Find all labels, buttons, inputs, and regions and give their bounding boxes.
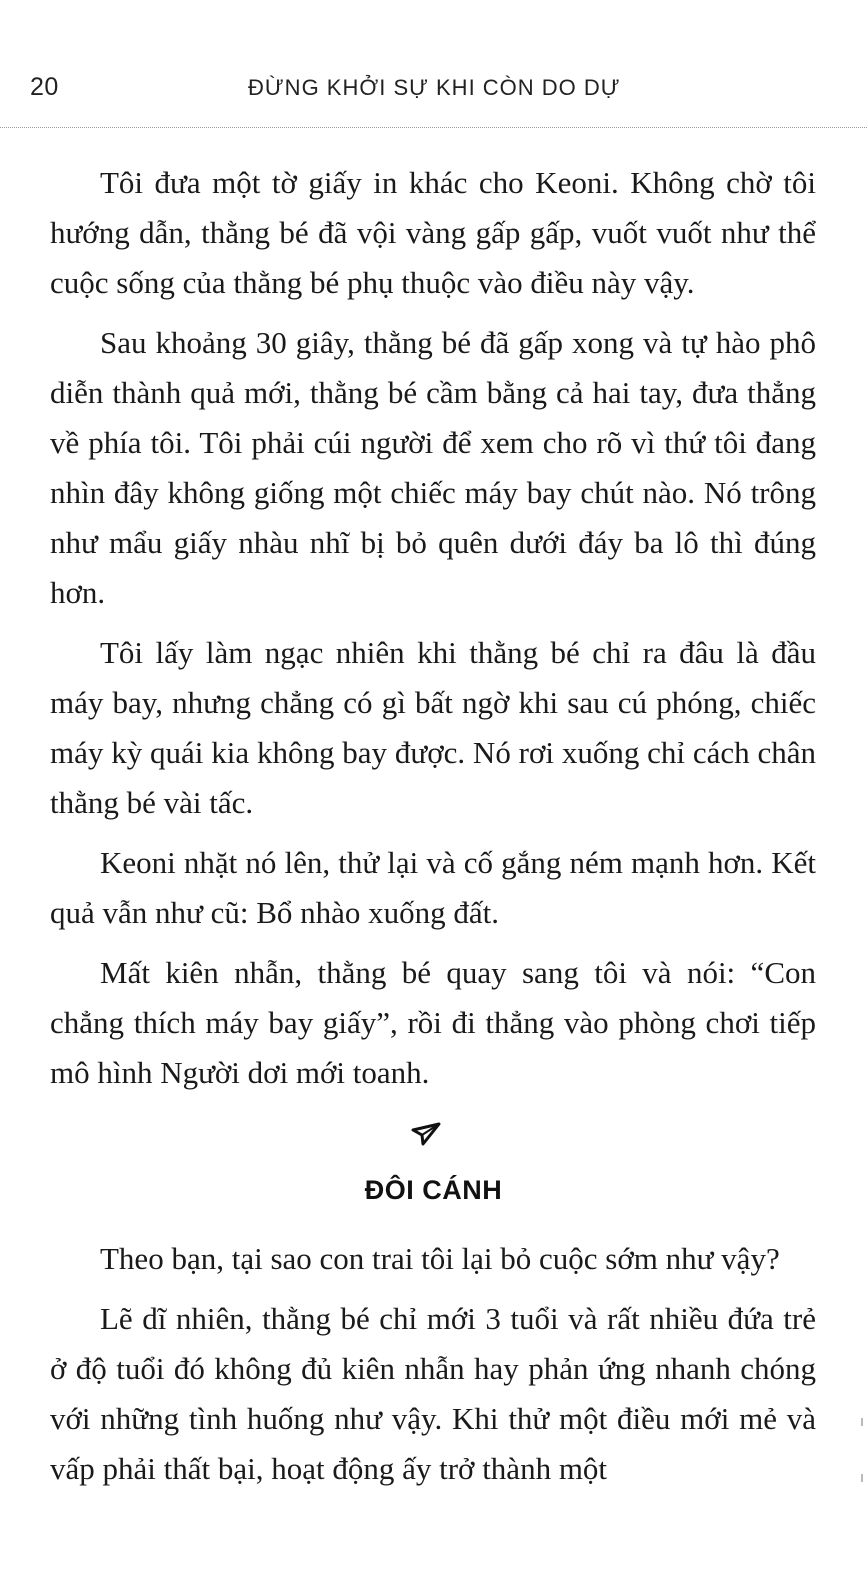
scan-edge-mark bbox=[861, 1474, 863, 1482]
scan-edge-mark bbox=[861, 1418, 863, 1426]
paragraph: Tôi lấy làm ngạc nhiên khi thằng bé chỉ ra đâu là đầu máy bay, nhưng chẳng có gì bất ngờ khi sau cú phóng, chiếc máy kỳ quái kia không bay được. Nó rơi xuống chỉ cách chân thằng bé vài tấc. bbox=[50, 635, 816, 820]
paragraph: Tôi đưa một tờ giấy in khác cho Keoni. Không chờ tôi hướng dẫn, thằng bé đã vội vàng gấp gấp, vuốt vuốt như thể cuộc sống của thằng bé phụ thuộc vào điều này vậy. bbox=[50, 165, 816, 300]
section-body-text bbox=[50, 1234, 816, 1504]
body-text bbox=[50, 158, 816, 1108]
page-number: 20 bbox=[30, 73, 59, 101]
paragraph: Lẽ dĩ nhiên, thằng bé chỉ mới 3 tuổi và rất nhiều đứa trẻ ở độ tuổi đó không đủ kiên nhẫn hay phản ứng nhanh chóng với những tình huống như vậy. Khi thử một điều mới mẻ và vấp phải thất bại, hoạt động ấy trở thành một bbox=[50, 1301, 816, 1486]
running-title: ĐỪNG KHỞI SỰ KHI CÒN DO DỰ bbox=[248, 75, 621, 100]
paper-plane-icon bbox=[411, 1122, 441, 1146]
section-heading: ĐÔI CÁNH bbox=[364, 1175, 503, 1205]
paragraph: Sau khoảng 30 giây, thằng bé đã gấp xong và tự hào phô diễn thành quả mới, thằng bé cầm bằng cả hai tay, đưa thẳng về phía tôi. Tôi phải cúi người để xem cho rõ vì thứ tôi đang nhìn đây không giống một chiếc máy bay chút nào. Nó trông như mẩu giấy nhàu nhĩ bị bỏ quên dưới đáy ba lô thì đúng hơn. bbox=[50, 325, 816, 610]
page-header bbox=[0, 0, 867, 132]
paragraph: Mất kiên nhẫn, thằng bé quay sang tôi và nói: “Con chẳng thích máy bay giấy”, rồi đi thẳng vào phòng chơi tiếp mô hình Người dơi mới toanh. bbox=[50, 955, 816, 1090]
header-divider bbox=[0, 127, 867, 128]
paragraph: Keoni nhặt nó lên, thử lại và cố gắng ném mạnh hơn. Kết quả vẫn như cũ: Bổ nhào xuống đất. bbox=[50, 845, 816, 930]
paragraph: Theo bạn, tại sao con trai tôi lại bỏ cuộc sớm như vậy? bbox=[100, 1241, 780, 1276]
